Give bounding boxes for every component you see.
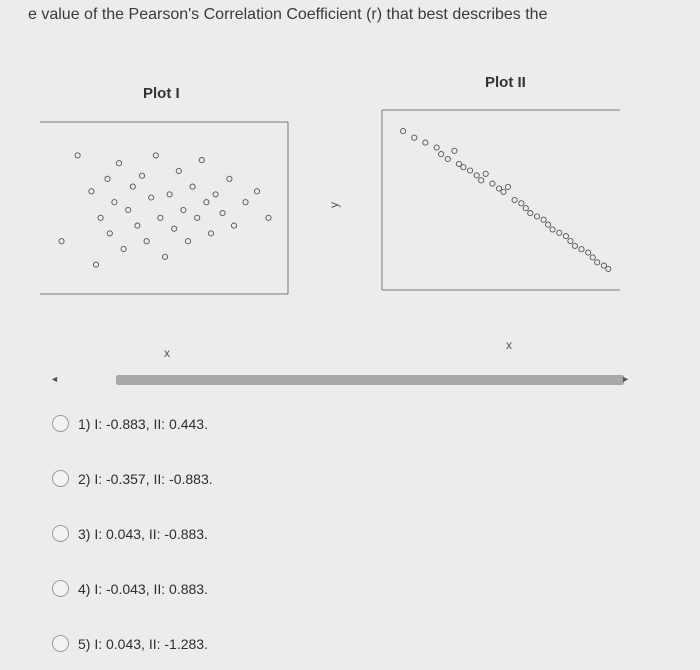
plot-2-points — [401, 129, 611, 272]
plot-1-point — [208, 231, 213, 236]
plot-2-point — [439, 152, 444, 157]
plot-1-point — [112, 200, 117, 205]
option-5-label[interactable]: 5) I: 0.043, II: -1.283. — [78, 635, 208, 652]
plot-2-point — [606, 266, 611, 271]
plot-2-point — [572, 243, 577, 248]
plot-1-point — [243, 200, 248, 205]
plot-1-point — [89, 189, 94, 194]
option-1[interactable] — [52, 415, 208, 432]
plot-2-point — [468, 168, 473, 173]
plot-2-y-axis-label: y — [327, 202, 341, 208]
option-3-radio[interactable] — [52, 525, 69, 542]
plot-1-point — [176, 168, 181, 173]
plot-2-point — [541, 217, 546, 222]
plot-2-point — [595, 260, 600, 265]
plot-2-point — [434, 145, 439, 150]
plot-1-frame — [40, 122, 288, 294]
plot-1-point — [153, 153, 158, 158]
option-5-radio[interactable] — [52, 635, 69, 652]
plot-2-title: Plot II — [485, 74, 526, 91]
plot-1-point — [199, 158, 204, 163]
horizontal-scrollbar[interactable] — [50, 372, 630, 386]
option-3-label[interactable]: 3) I: 0.043, II: -0.883. — [78, 525, 208, 542]
plot-1-point — [167, 192, 172, 197]
plot-1-point — [139, 173, 144, 178]
plot-2-point — [550, 227, 555, 232]
plot-2-point — [452, 148, 457, 153]
plot-2-point — [412, 135, 417, 140]
plot-2-point — [456, 161, 461, 166]
plot-2-point — [445, 156, 450, 161]
plot-2-point — [563, 234, 568, 239]
option-2-radio[interactable] — [52, 470, 69, 487]
option-1-radio[interactable] — [52, 415, 69, 432]
plot-1-point — [181, 207, 186, 212]
plot-2-point — [423, 140, 428, 145]
plot-1-point — [220, 211, 225, 216]
option-2-label[interactable]: 2) I: -0.357, II: -0.883. — [78, 470, 213, 487]
plot-2-point — [528, 211, 533, 216]
plot-2-point — [523, 206, 528, 211]
plot-1-point — [126, 207, 131, 212]
plot-1-point — [130, 184, 135, 189]
plot-2-point — [534, 214, 539, 219]
plot-1-point — [254, 189, 259, 194]
scrollbar-thumb[interactable] — [116, 375, 624, 385]
plot-2-point — [483, 171, 488, 176]
plot-2-point — [568, 238, 573, 243]
plot-1-point — [204, 200, 209, 205]
plot-2-point — [590, 255, 595, 260]
plot-2-point — [490, 181, 495, 186]
plot-1-point — [107, 231, 112, 236]
plot-2-point — [579, 247, 584, 252]
plot-2-frame — [382, 110, 620, 290]
option-2[interactable] — [52, 470, 213, 487]
plot-1-point — [162, 254, 167, 259]
plot-1-point — [172, 226, 177, 231]
plot-2-point — [546, 222, 551, 227]
plot-1-point — [93, 262, 98, 267]
plot-1-point — [59, 239, 64, 244]
plot-2-point — [474, 173, 479, 178]
plot-1-x-axis-label: x — [164, 346, 170, 360]
question-text: e value of the Pearson's Correlation Coefficient (r) that best describes the — [28, 6, 548, 23]
plot-1-point — [105, 176, 110, 181]
plot-1-point — [185, 239, 190, 244]
plot-1-point — [158, 215, 163, 220]
plot-2-point — [401, 129, 406, 134]
scroll-right-arrow-icon[interactable]: ► — [621, 374, 630, 384]
option-4[interactable] — [52, 580, 208, 597]
option-5[interactable] — [52, 635, 208, 652]
plot-1-point — [195, 215, 200, 220]
plot-2-point — [496, 186, 501, 191]
plot-1-point — [75, 153, 80, 158]
plot-2-point — [479, 178, 484, 183]
plot-1-point — [121, 246, 126, 251]
plot-2-point — [505, 184, 510, 189]
plot-1-point — [213, 192, 218, 197]
plot-1-point — [190, 184, 195, 189]
plot-1-point — [227, 176, 232, 181]
plot-1-title: Plot I — [143, 85, 180, 102]
option-3[interactable] — [52, 525, 208, 542]
option-1-label[interactable]: 1) I: -0.883, II: 0.443. — [78, 415, 208, 432]
scroll-left-arrow-icon[interactable]: ◄ — [50, 374, 59, 384]
plot-2-point — [512, 197, 517, 202]
plot-2-point — [461, 165, 466, 170]
plot-2-point — [501, 189, 506, 194]
plot-2-point — [586, 250, 591, 255]
plot-2-point — [557, 230, 562, 235]
plot-1-point — [98, 215, 103, 220]
plot-1-points — [59, 153, 271, 267]
option-4-radio[interactable] — [52, 580, 69, 597]
plot-1-point — [266, 215, 271, 220]
plot-1-point — [149, 195, 154, 200]
option-4-label[interactable]: 4) I: -0.043, II: 0.883. — [78, 580, 208, 597]
plot-2-point — [519, 201, 524, 206]
plot-1-point — [231, 223, 236, 228]
plot-1-point — [135, 223, 140, 228]
plot-1-point — [116, 161, 121, 166]
plot-2-x-axis-label: x — [506, 338, 512, 352]
plot-1-point — [144, 239, 149, 244]
